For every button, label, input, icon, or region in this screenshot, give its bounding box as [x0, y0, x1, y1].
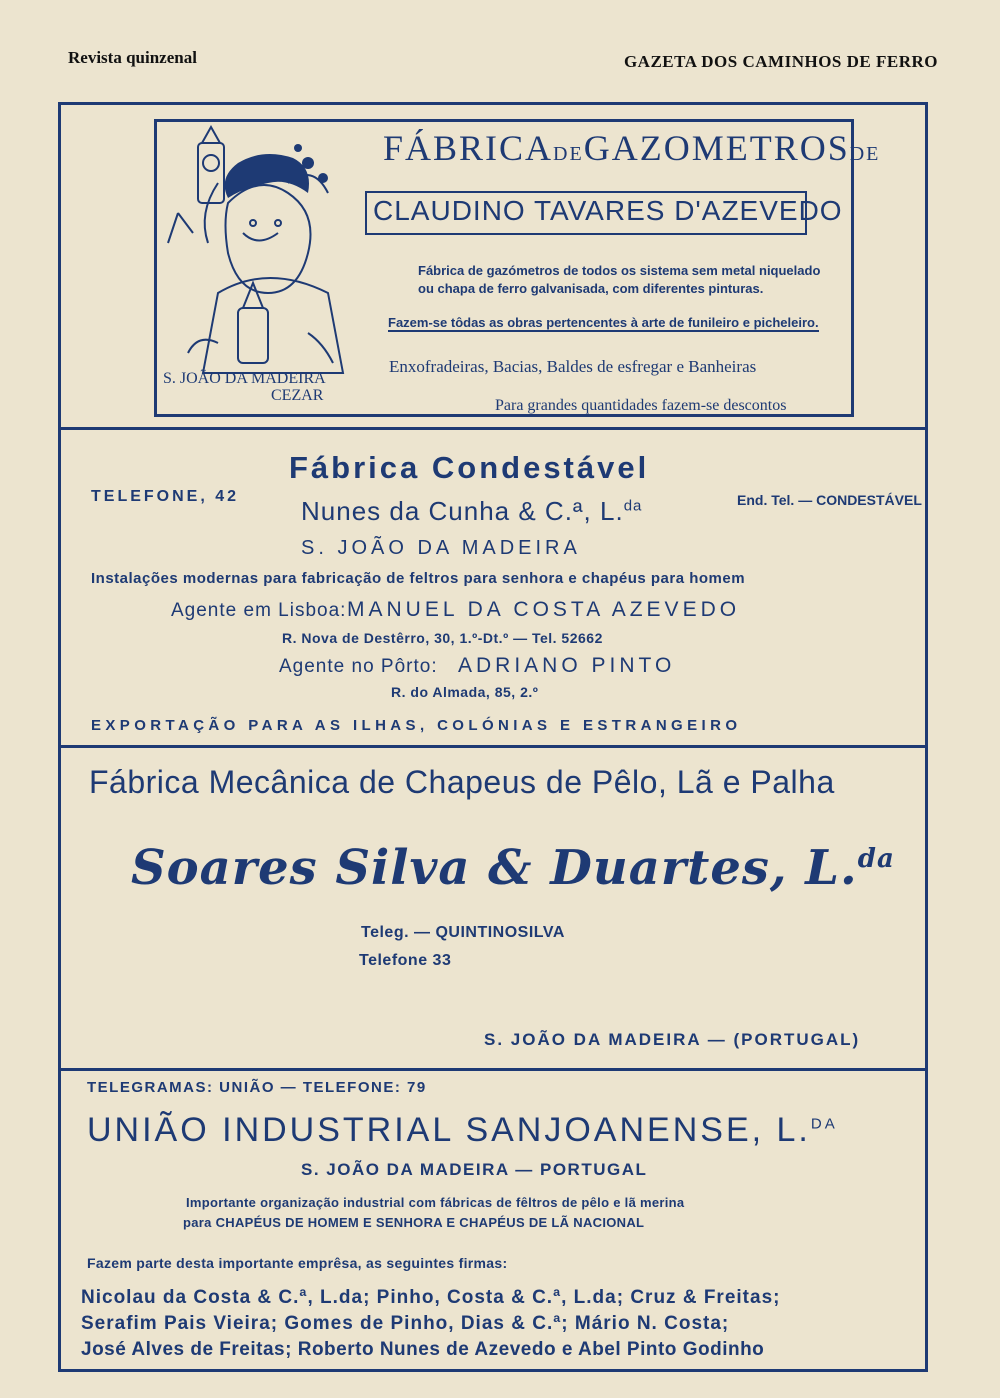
ad2-agent-porto-label: Agente no Pôrto:: [279, 656, 438, 677]
ad2-telefone: TELEFONE, 42: [91, 488, 240, 505]
ad1-desc-line3: Fazem-se tôdas as obras pertencentes à arte de funileiro e picheleiro.: [388, 315, 819, 330]
ad3-teleg: Teleg. — QUINTINOSILVA: [361, 924, 565, 941]
ad4-city: S. JOÃO DA MADEIRA — PORTUGAL: [301, 1160, 648, 1179]
ad2-agent-porto-addr: R. do Almada, 85, 2.º: [391, 684, 539, 700]
ad2-agent-lisboa-addr: R. Nova de Destêrro, 30, 1.º-Dt.º — Tel. 52662: [282, 630, 603, 646]
place-caption: S. JOÃO DA MADEIRA: [163, 370, 326, 387]
ad4-desc-line2: para CHAPÉUS DE HOMEM E SENHORA E CHAPÉUS DE LÃ NACIONAL: [183, 1215, 645, 1230]
ad2-export: EXPORTAÇÃO PARA AS ILHAS, COLÓNIAS E ESTRANGEIRO: [91, 717, 742, 734]
ad-gazometros: [61, 105, 925, 428]
ad2-city: S. JOÃO DA MADEIRA: [301, 537, 581, 559]
ad2-agent-lisboa-label: Agente em Lisboa:: [171, 600, 347, 621]
advertisement-page: [58, 102, 928, 1372]
ad2-company: Nunes da Cunha & C.ª, L.$^{da}$: [301, 496, 643, 526]
ad-soares-silva: [61, 748, 925, 1068]
ad3-title: Fábrica Mecânica de Chapeus de Pêlo, Lã e Palha: [89, 764, 835, 800]
ad4-firms-line3: José Alves de Freitas; Roberto Nunes de Azevedo e Abel Pinto Godinho: [81, 1339, 765, 1360]
ad1-desc-line2: ou chapa de ferro galvanisada, com diferentes pinturas.: [418, 281, 764, 296]
ad2-agent-porto-name: ADRIANO PINTO: [458, 654, 676, 677]
woman-with-lantern-illustration: [158, 123, 358, 393]
ad3-telefone: Telefone 33: [359, 952, 452, 969]
ad3-brand: Soares Silva & Duartes, L.$^{da}$: [131, 840, 895, 896]
ad1-discount: Para grandes quantidades fazem-se descontos: [495, 397, 787, 414]
ad4-telegramas: TELEGRAMAS: UNIÃO — TELEFONE: 79: [87, 1079, 427, 1096]
ad4-title: UNIÃO INDUSTRIAL SANJOANENSE, L.$^{DA}$: [87, 1111, 838, 1149]
ad2-title: Fábrica Condestável: [289, 450, 650, 485]
ad1-products: Enxofradeiras, Bacias, Baldes de esfregar e Banheiras: [389, 357, 757, 376]
ad-condestavel: [61, 430, 925, 745]
ad-uniao-industrial: [61, 1071, 925, 1371]
ad4-desc-line1: Importante organização industrial com fábricas de fêltros de pêlo e lã merina: [186, 1195, 685, 1210]
ad2-end-tel: End. Tel. — CONDESTÁVEL: [737, 492, 922, 508]
ad1-title: FÁBRICADEGAZOMETROSDE: [383, 128, 881, 168]
artist-signature: CEZAR: [271, 387, 324, 404]
header-right: GAZETA DOS CAMINHOS DE FERRO: [623, 52, 938, 71]
header-left: Revista quinzenal: [68, 48, 197, 67]
ad4-firms-line2: Serafim Pais Vieira; Gomes de Pinho, Dias & C.ª; Mário N. Costa;: [81, 1313, 730, 1334]
ad3-city: S. JOÃO DA MADEIRA — (PORTUGAL): [484, 1030, 861, 1049]
ad4-firms-line1: Nicolau da Costa & C.ª, L.da; Pinho, Costa & C.ª, L.da; Cruz & Freitas;: [81, 1287, 781, 1308]
ad1-desc-line1: Fábrica de gazómetros de todos os sistema sem metal niquelado: [418, 263, 821, 278]
ad4-firms-intro: Fazem parte desta importante emprêsa, as seguintes firmas:: [87, 1255, 508, 1271]
ad2-agent-lisboa-name: MANUEL DA COSTA AZEVEDO: [347, 598, 741, 621]
ad2-desc: Instalações modernas para fabricação de feltros para senhora e chapéus para homem: [91, 570, 746, 587]
ad1-company-name: CLAUDINO TAVARES D'AZEVEDO: [373, 195, 843, 226]
